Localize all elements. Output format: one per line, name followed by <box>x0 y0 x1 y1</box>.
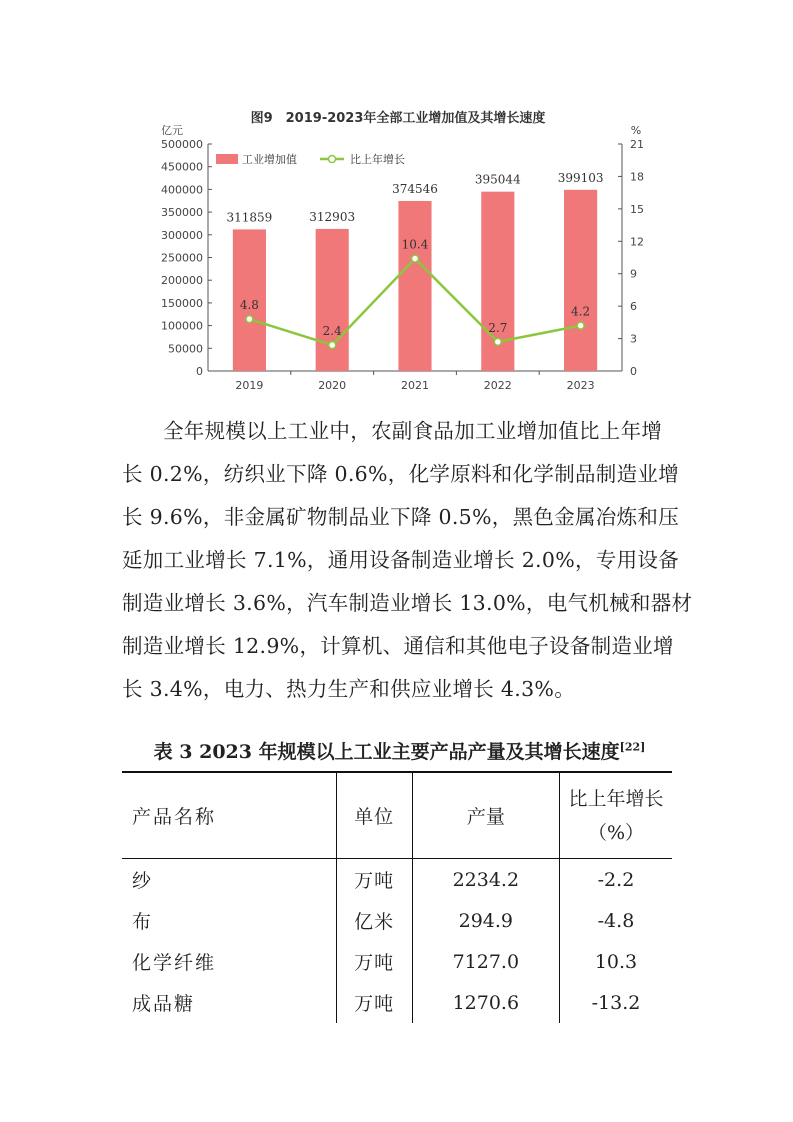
bar-value <box>316 229 349 371</box>
cell-product-name: 纱 <box>132 870 154 892</box>
cell-output: 1270.6 <box>412 982 559 1023</box>
legend-bar-swatch <box>216 154 238 164</box>
left-tick-label: 350000 <box>161 206 203 220</box>
bar-data-label: 399103 <box>557 170 604 185</box>
left-tick-label: 150000 <box>161 296 203 310</box>
header-product-name: 产品名称 <box>122 772 336 859</box>
cell-product-name: 化学纤维 <box>132 952 217 974</box>
bar-data-label: 374546 <box>392 181 438 196</box>
paragraph-line: 延加工业增长 7.1%，通用设备制造业增长 2.0%，专用设备 <box>122 548 679 572</box>
paragraph-line: 制造业增长 3.6%，汽车制造业增长 13.0%，电气机械和器材 <box>122 591 693 615</box>
footnote-ref: [22] <box>619 740 646 754</box>
cell-product-name: 布 <box>132 911 154 933</box>
table-title-text: 表 3 2023 年规模以上工业主要产品产量及其增长速度 <box>153 741 620 763</box>
cell-unit: 万吨 <box>336 859 412 901</box>
x-tick-label: 2020 <box>318 379 347 392</box>
right-tick-label: 18 <box>630 170 644 184</box>
growth-data-label: 2.7 <box>488 320 508 335</box>
right-tick-label: 0 <box>630 365 637 378</box>
left-axis-unit: 亿元 <box>161 124 183 137</box>
left-tick-label: 250000 <box>161 251 203 265</box>
cell-unit: 万吨 <box>336 982 412 1023</box>
left-tick-label: 200000 <box>161 274 203 288</box>
left-tick-label: 50000 <box>168 342 203 356</box>
bar-data-label: 311859 <box>226 210 273 225</box>
paragraph-line: 长 0.2%，纺织业下降 0.6%，化学原料和化学制品制造业增 <box>122 462 679 486</box>
cell-output: 294.9 <box>412 900 559 941</box>
product-output-table <box>122 771 672 1023</box>
bar-value <box>564 190 597 371</box>
header-growth-line2: （%） <box>587 821 644 844</box>
cell-growth: -4.8 <box>559 900 672 941</box>
paragraph-line: 全年规模以上工业中，农副食品加工业增加值比上年增 <box>163 419 663 443</box>
growth-data-label: 2.4 <box>322 324 342 339</box>
left-tick-label: 500000 <box>161 138 203 151</box>
growth-data-label: 10.4 <box>401 237 429 252</box>
body-paragraph <box>122 410 693 711</box>
bar-value <box>398 201 431 371</box>
cell-growth: -2.2 <box>559 859 672 901</box>
table-header-row <box>122 772 672 859</box>
table-row <box>122 900 672 941</box>
growth-point <box>494 338 501 345</box>
cell-unit: 万吨 <box>336 941 412 982</box>
chart-title: 图9 2019-2023年全部工业增加值及其增长速度 <box>250 111 546 126</box>
x-tick-label: 2019 <box>235 379 264 392</box>
paragraph-line: 长 9.6%，非金属矿物制品业下降 0.5%，黑色金属冶炼和压 <box>122 505 679 529</box>
right-tick-label: 9 <box>630 267 637 281</box>
right-tick-label: 15 <box>630 202 644 216</box>
cell-growth: 10.3 <box>559 941 672 982</box>
table-row <box>122 982 672 1023</box>
left-tick-label: 0 <box>196 365 203 378</box>
right-tick-label: 21 <box>630 138 644 151</box>
bar-data-label: 312903 <box>309 209 356 224</box>
left-tick-label: 300000 <box>161 228 203 242</box>
left-tick-label: 100000 <box>161 319 203 333</box>
x-tick-label: 2022 <box>483 379 512 392</box>
legend-line-marker <box>329 156 336 163</box>
bar-data-label: 395044 <box>474 172 521 187</box>
right-tick-label: 6 <box>630 300 637 314</box>
right-axis-unit: % <box>630 124 642 137</box>
growth-point <box>329 342 336 349</box>
table-title <box>122 737 677 764</box>
legend-line-label: 比上年增长 <box>350 153 405 166</box>
industry-value-chart <box>150 105 660 397</box>
header-growth <box>559 772 672 859</box>
growth-point <box>246 316 253 323</box>
right-tick-label: 12 <box>630 235 644 249</box>
growth-point <box>577 322 584 329</box>
paragraph-line: 长 3.4%，电力、热力生产和供应业增长 4.3%。 <box>122 677 575 701</box>
right-tick-label: 3 <box>630 332 637 346</box>
x-tick-label: 2021 <box>401 379 429 392</box>
header-output: 产量 <box>412 772 559 859</box>
cell-output: 7127.0 <box>412 941 559 982</box>
cell-unit: 亿米 <box>336 900 412 941</box>
growth-data-label: 4.2 <box>571 304 591 319</box>
growth-data-label: 4.8 <box>239 298 259 313</box>
header-growth-line1: 比上年增长 <box>568 787 664 810</box>
legend-bar-label: 工业增加值 <box>242 153 297 166</box>
cell-output: 2234.2 <box>412 859 559 901</box>
table-row <box>122 941 672 982</box>
left-tick-label: 450000 <box>161 160 203 174</box>
header-unit: 单位 <box>336 772 412 859</box>
cell-growth: -13.2 <box>559 982 672 1023</box>
cell-product-name: 成品糖 <box>132 993 196 1015</box>
paragraph-line: 制造业增长 12.9%，计算机、通信和其他电子设备制造业增 <box>122 634 674 658</box>
x-tick-label: 2023 <box>566 379 595 392</box>
left-tick-label: 400000 <box>161 183 203 197</box>
growth-point <box>412 255 419 262</box>
table-row <box>122 859 672 901</box>
